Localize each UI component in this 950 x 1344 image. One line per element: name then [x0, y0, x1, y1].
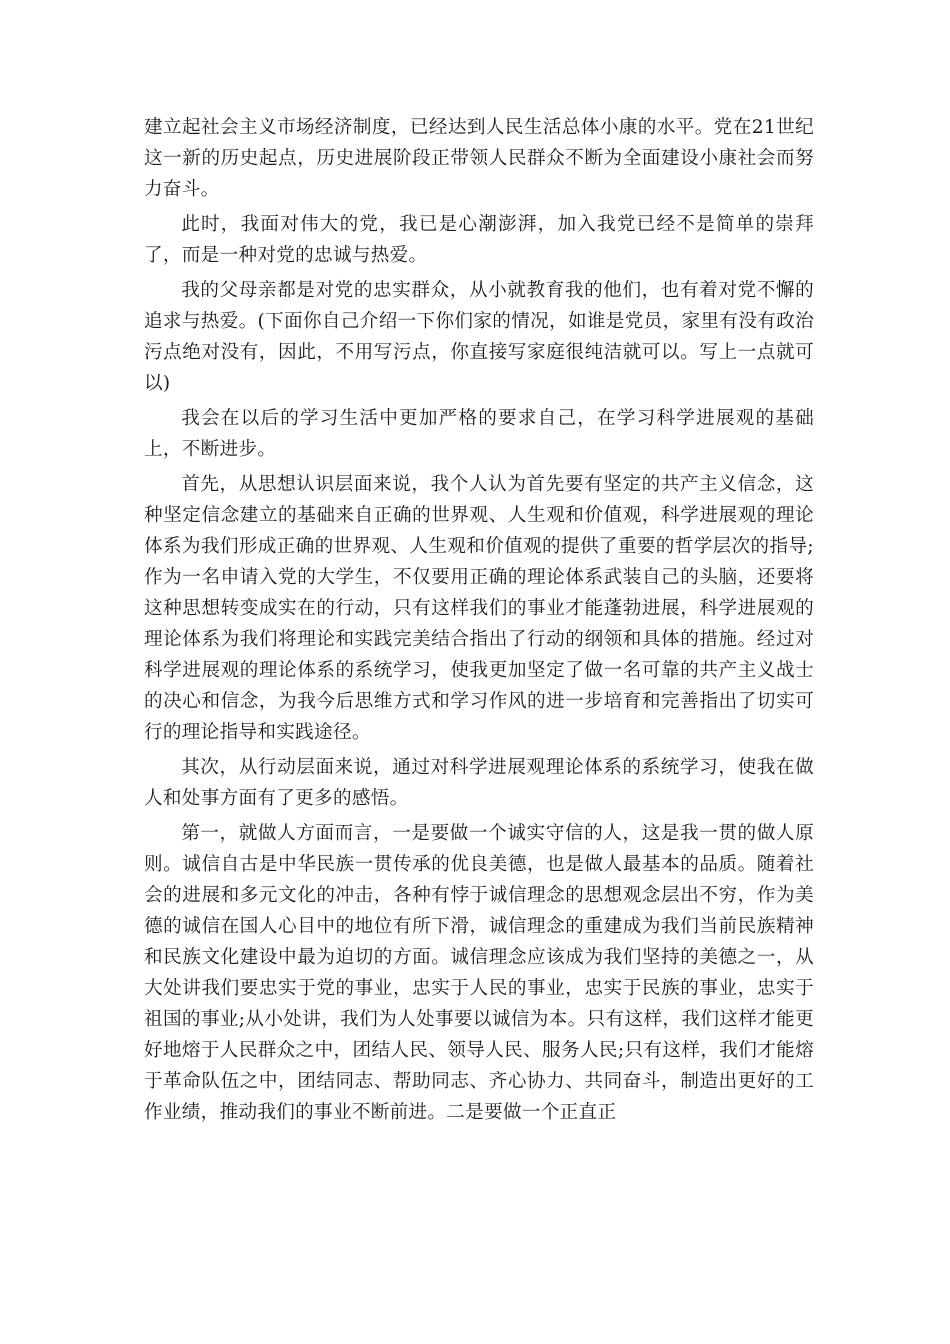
paragraph-4: 我会在以后的学习生活中更加严格的要求自己，在学习科学进展观的基础上，不断进步。 [144, 408, 814, 460]
paragraph-5: 首先，从思想认识层面来说，我个人认为首先要有坚定的共产主义信念，这种坚定信念建立的基础来自正确的世界观、人生观和价值观，科学进展观的理论体系为我们形成正确的世界观、人生观和价值观的提供了重要的哲学层次的指导;作为一名申请入党的大学生，不仅要用正确的理论体系武装自己的头脑，还要将这种思想转变成实在的行动，只有这样我们的事业才能蓬勃进展，科学进展观的理论体系为我们将理论和实践完美结合指出了行动的纲领和具体的措施。经过对科学进展观的理论体系的系统学习，使我更加坚定了做一名可靠的共产主义战士的决心和信念，为我今后思维方式和学习作风的进一步培育和完善指出了切实可行的理论指导和实践途径。 [144, 474, 814, 743]
paragraph-3: 我的父母亲都是对党的忠实群众，从小就教育我的他们，也有着对党不懈的追求与热爱。(下面你自己介绍一下你们家的情况，如谁是党员，家里有没有政治污点绝对没有，因此，不用写污点，你直接写家庭很纯洁就可以。写上一点就可以) [144, 280, 814, 394]
paragraph-1: 建立起社会主义市场经济制度，已经达到人民生活总体小康的水平。党在21世纪这一新的历史起点，历史进展阶段正带领人民群众不断为全面建设小康社会而努力奋斗。 [144, 117, 814, 200]
document-body [144, 112, 814, 1132]
paragraph-2: 此时，我面对伟大的党，我已是心潮澎湃，加入我党已经不是简单的崇拜了，而是一种对党的忠诚与热爱。 [144, 214, 814, 266]
paragraph-7: 第一，就做人方面而言，一是要做一个诚实守信的人，这是我一贯的做人原则。诚信自古是中华民族一贯传承的优良美德，也是做人最基本的品质。随着社会的进展和多元文化的冲击，各种有悖于诚信理念的思想观念层出不穷，作为美德的诚信在国人心目中的地位有所下滑，诚信理念的重建成为我们当前民族精神和民族文化建设中最为迫切的方面。诚信理念应该成为我们坚持的美德之一，从大处讲我们要忠实于党的事业，忠实于人民的事业，忠实于民族的事业，忠实于祖国的事业;从小处讲，我们为人处事要以诚信为本。只有这样，我们这样才能更好地熔于人民群众之中，团结人民、领导人民、服务人民;只有这样，我们才能熔于革命队伍之中，团结同志、帮助同志、齐心协力、共同奋斗，制造出更好的工作业绩，推动我们的事业不断前进。二是要做一个正直正 [144, 823, 814, 1123]
paragraph-6: 其次，从行动层面来说，通过对科学进展观理论体系的系统学习，使我在做人和处事方面有了更多的感悟。 [144, 757, 814, 809]
